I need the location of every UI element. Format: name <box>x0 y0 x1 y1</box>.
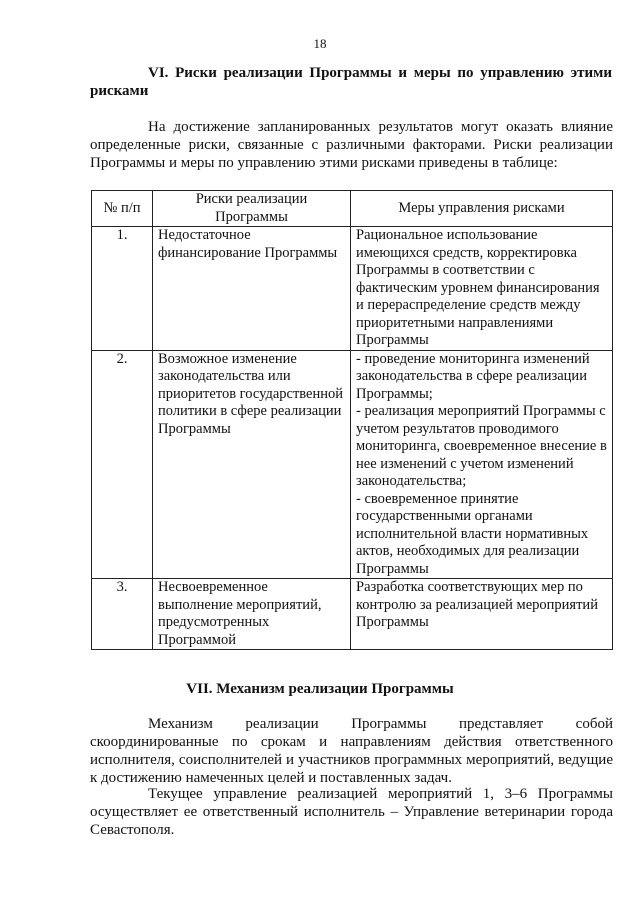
header-risks: Риски реализации Программы <box>153 191 351 227</box>
table-row <box>92 350 613 579</box>
measure-item: - реализация мероприятий Программы с учетом результатов проводимого мониторинга, своевременное внесение в нее изменений с учетом изменений законодательства; <box>356 403 607 489</box>
section-6-intro: На достижение запланированных результатов могут оказать влияние определенные риски, связанные с различными факторами. Риски реализации Программы и меры по управлению этими рисками приведены в таблице: <box>90 119 613 171</box>
risk-cell: Недостаточное финансирование Программы <box>153 227 351 351</box>
row-number: 2. <box>92 350 153 579</box>
header-number: № п/п <box>92 191 153 227</box>
section-7-paragraph: Текущее управление реализацией мероприятий 1, 3–6 Программы осуществляет ее ответственный исполнитель – Управление ветеринарии города Севастополя. <box>90 786 613 838</box>
table-row <box>92 227 613 351</box>
risk-cell: Возможное изменение законодательства или приоритетов государственной политики в сфере реализации Программы <box>153 350 351 579</box>
header-measures: Меры управления рисками <box>351 191 613 227</box>
measure-item: - проведение мониторинга изменений законодательства в сфере реализации Программы; <box>356 350 590 402</box>
measures-cell <box>351 579 613 650</box>
page-number: 18 <box>313 36 327 51</box>
measure-item: Рациональное использование имеющихся средств, корректировка Программы в соответствии с фактическим уровнем финансирования и перераспределение средств между приоритетными направлениями Программы <box>356 227 600 348</box>
row-number: 1. <box>92 227 153 351</box>
table-row <box>92 579 613 650</box>
measure-item: Разработка соответствующих мер по контролю за реализацией мероприятий Программы <box>356 579 598 630</box>
risks-table <box>91 190 613 650</box>
section-7-title: VII. Механизм реализации Программы <box>186 681 454 697</box>
measures-cell <box>351 227 613 351</box>
section-6-title: VI. Риски реализации Программы и меры по управлению этими рисками <box>90 65 612 99</box>
risk-cell: Несвоевременное выполнение мероприятий, предусмотренных Программой <box>153 579 351 650</box>
section-7-paragraph: Механизм реализации Программы представляет собой скоординированные по срокам и направлениям действия ответственного исполнителя, соисполнителей и участников программных мероприятий, ведущие к достижению намеченных целей и поставленных задач. <box>90 716 613 786</box>
row-number: 3. <box>92 579 153 650</box>
measure-item: - своевременное принятие государственными органами исполнительной власти нормативных актов, необходимых для реализации Программы <box>356 490 589 577</box>
table-header-row <box>92 191 613 227</box>
measures-cell <box>351 350 613 579</box>
